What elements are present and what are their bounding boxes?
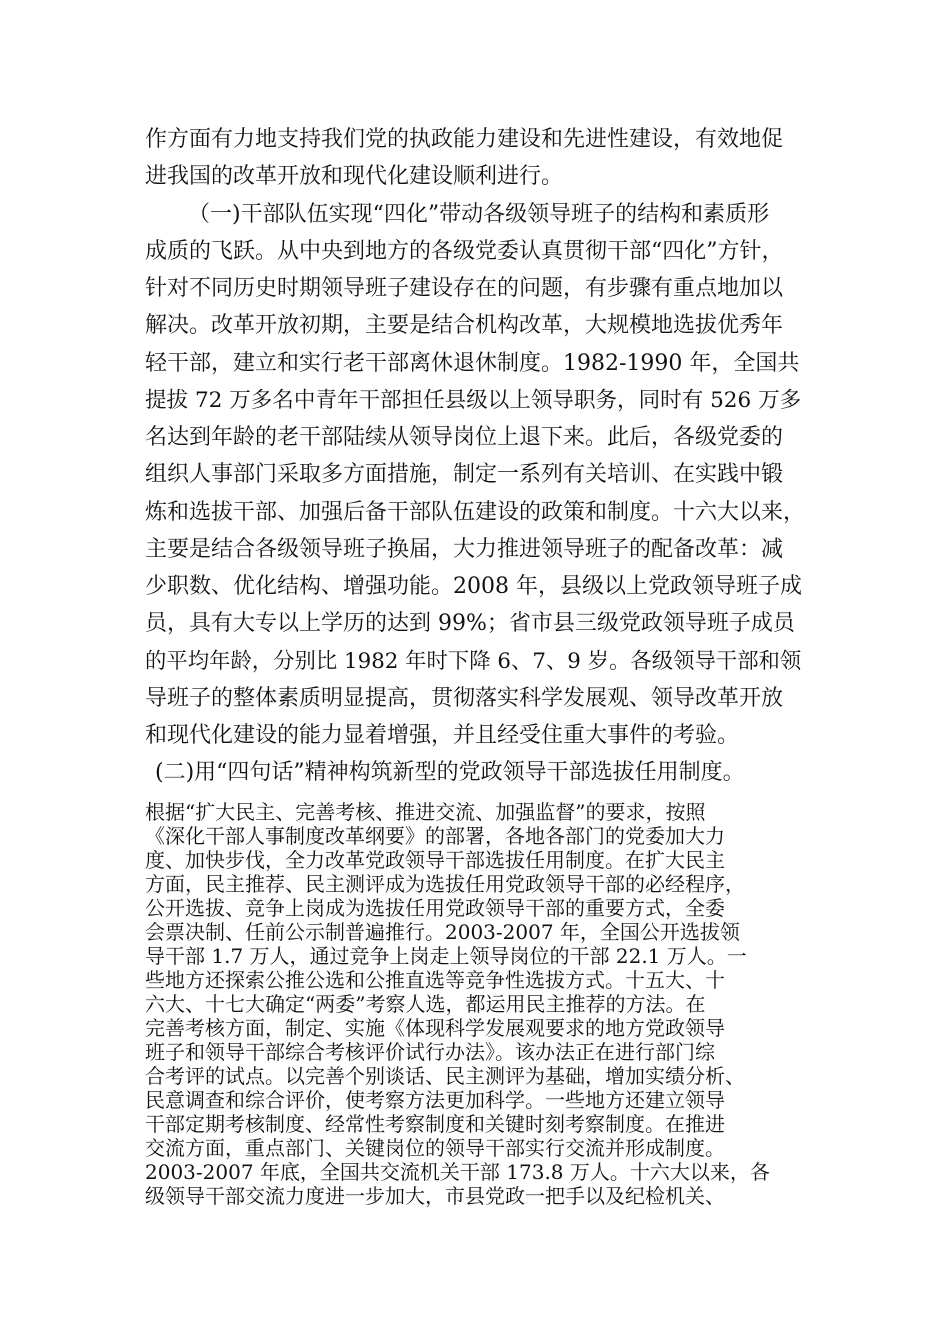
- text-line: 导班子的整体素质明显提高，贯彻落实科学发展观、领导改革开放: [145, 686, 784, 711]
- text-line: 主要是结合各级领导班子换届，大力推进领导班子的配备改革：减: [145, 537, 784, 562]
- text-line: 员，具有大专以上学历的达到 99%；省市县三级党政领导班子成员: [145, 611, 795, 636]
- text-line: 交流方面，重点部门、关键岗位的领导干部实行交流并形成制度。: [145, 1136, 725, 1160]
- text-line: 些地方还探索公推公选和公推直选等竞争性选拔方式。十五大、十: [145, 968, 725, 992]
- text-line: 轻干部，建立和实行老干部离休退休制度。1982-1990 年，全国共: [145, 351, 800, 376]
- text-line: 会票决制、任前公示制普遍推行。2003-2007 年，全国公开选拔领: [145, 920, 740, 944]
- text-line: 六大、十七大确定“两委”考察人选，都运用民主推荐的方法。在: [145, 992, 706, 1016]
- text-line: 完善考核方面，制定、实施《体现科学发展观要求的地方党政领导: [145, 1016, 725, 1040]
- text-line: 干部定期考核制度、经常性考察制度和关键时刻考察制度。在推进: [145, 1112, 725, 1136]
- text-line: 进我国的改革开放和现代化建设顺利进行。: [145, 164, 564, 189]
- text-line: 民意调查和综合评价，使考察方法更加科学。一些地方还建立领导: [145, 1088, 725, 1112]
- text-line: 级领导干部交流力度进一步加大，市县党政一把手以及纪检机关、: [145, 1184, 725, 1208]
- text-line: 炼和选拔干部、加强后备干部队伍建设的政策和制度。十六大以来，: [145, 500, 805, 525]
- text-line: 少职数、优化结构、增强功能。2008 年，县级以上党政领导班子成: [145, 574, 802, 599]
- text-line: 合考评的试点。以完善个别谈话、民主测评为基础，增加实绩分析、: [145, 1064, 745, 1088]
- text-line: 和现代化建设的能力显着增强，并且经受住重大事件的考验。: [145, 723, 740, 748]
- text-line: 组织人事部门采取多方面措施，制定一系列有关培训、在实践中锻: [145, 462, 784, 487]
- text-line: 班子和领导干部综合考核评价试行办法》。该办法正在进行部门综: [145, 1040, 715, 1064]
- text-line: (二)用“四句话”精神构筑新型的党政领导干部选拔任用制度。: [155, 760, 745, 785]
- text-line: 度、加快步伐，全力改革党政领导干部选拔任用制度。在扩大民主: [145, 848, 725, 872]
- text-line: 公开选拔、竞争上岗成为选拔任用党政领导干部的重要方式，全委: [145, 896, 725, 920]
- text-line: 解决。改革开放初期，主要是结合机构改革，大规模地选拔优秀年: [145, 313, 784, 338]
- text-line: 的平均年龄，分别比 1982 年时下降 6、7、9 岁。各级领导干部和领: [145, 649, 802, 674]
- text-line: 方面，民主推荐、民主测评成为选拔任用党政领导干部的必经程序，: [145, 872, 745, 896]
- text-line: 提拔 72 万多名中青年干部担任县级以上领导职务，同时有 526 万多: [145, 388, 802, 413]
- text-line: 作方面有力地支持我们党的执政能力建设和先进性建设，有效地促: [145, 127, 784, 152]
- text-line: 根据“扩大民主、完善考核、推进交流、加强监督”的要求，按照: [145, 800, 706, 824]
- text-line: 2003-2007 年底，全国共交流机关干部 173.8 万人。十六大以来，各: [145, 1160, 770, 1184]
- text-line: 成质的飞跃。从中央到地方的各级党委认真贯彻干部“四化”方针，: [145, 239, 784, 264]
- text-line: 导干部 1.7 万人，通过竞争上岗走上领导岗位的干部 22.1 万人。一: [145, 944, 747, 968]
- text-line: 针对不同历史时期领导班子建设存在的问题，有步骤有重点地加以: [145, 276, 784, 301]
- text-line: 《深化干部人事制度改革纲要》的部署，各地各部门的党委加大力: [145, 824, 725, 848]
- text-line: （一)干部队伍实现“四化”带动各级领导班子的结构和素质形: [188, 202, 770, 227]
- text-line: 名达到年龄的老干部陆续从领导岗位上退下来。此后，各级党委的: [145, 425, 784, 450]
